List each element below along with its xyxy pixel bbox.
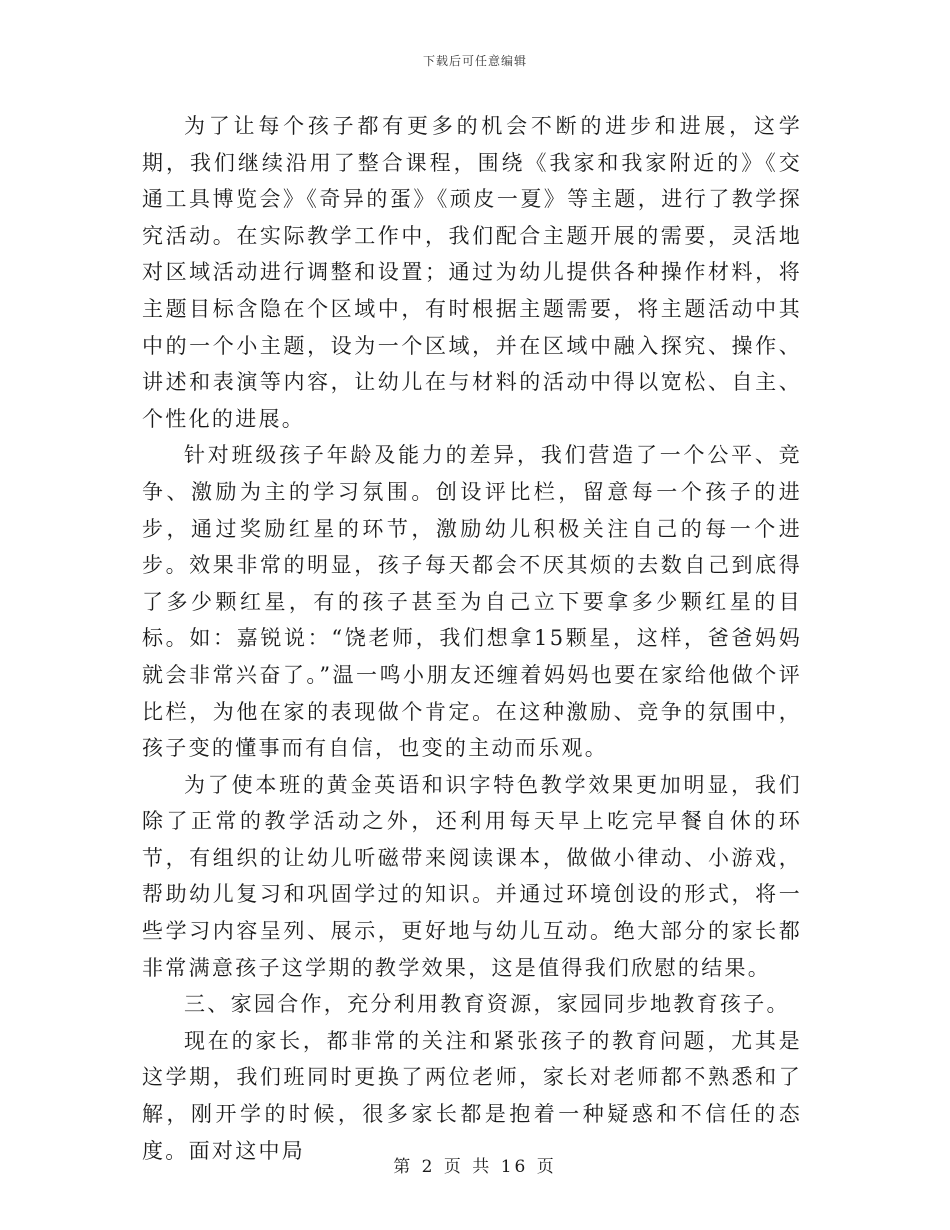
page-header-note: 下载后可任意编辑 <box>422 54 527 68</box>
document-body <box>142 108 802 1169</box>
paragraph: 为了让每个孩子都有更多的机会不断的进步和进展，这学期，我们继续沿用了整合课程，围绕《我家和我家附近的》《交通工具博览会》《奇异的蛋》《顽皮一夏》等主题，进行了教学探究活动。在实际教学工作中，我们配合主题开展的需要，灵活地对区域活动进行调整和设置；通过为幼儿提供各种操作材料，将主题目标含隐在个区域中，有时根据主题需要，将主题活动中其中的一个小主题，设为一个区域，并在区域中融入探究、操作、讲述和表演等内容，让幼儿在与材料的活动中得以宽松、自主、个性化的进展。 <box>142 114 802 431</box>
page-number: 第 2 页 共 16 页 <box>393 1157 557 1177</box>
paragraph: 现在的家长，都非常的关注和紧张孩子的教育问题，尤其是这学期，我们班同时更换了两位老师，家长对老师都不熟悉和了解，刚开学的时候，很多家长都是抱着一种疑惑和不信任的态度。面对这中局 <box>142 1028 802 1163</box>
paragraph: 针对班级孩子年龄及能力的差异，我们营造了一个公平、竞争、激励为主的学习氛围。创设评比栏，留意每一个孩子的进步，通过奖励红星的环节，激励幼儿积极关注自己的每一个进步。效果非常的明显，孩子每天都会不厌其烦的去数自己到底得了多少颗红星，有的孩子甚至为自己立下要拿多少颗红星的目标。如：嘉锐说：“饶老师，我们想拿15颗星，这样，爸爸妈妈就会非常兴奋了。”温一鸣小朋友还缠着妈妈也要在家给他做个评比栏，为他在家的表现做个肯定。在这种激励、竞争的氛围中，孩子变的懂事而有自信，也变的主动而乐观。 <box>142 443 802 761</box>
paragraph: 为了使本班的黄金英语和识字特色教学效果更加明显，我们除了正常的教学活动之外，还利用每天早上吃完早餐自休的环节，有组织的让幼儿听磁带来阅读课本，做做小律动、小游戏，帮助幼儿复习和巩固学过的知识。并通过环境创设的形式，将一些学习内容呈列、展示，更好地与幼儿互动。绝大部分的家长都非常满意孩子这学期的教学效果，这是值得我们欣慰的结果。 <box>142 772 802 980</box>
section-heading: 三、家园合作，充分利用教育资源，家园同步地教育孩子。 <box>184 992 790 1017</box>
